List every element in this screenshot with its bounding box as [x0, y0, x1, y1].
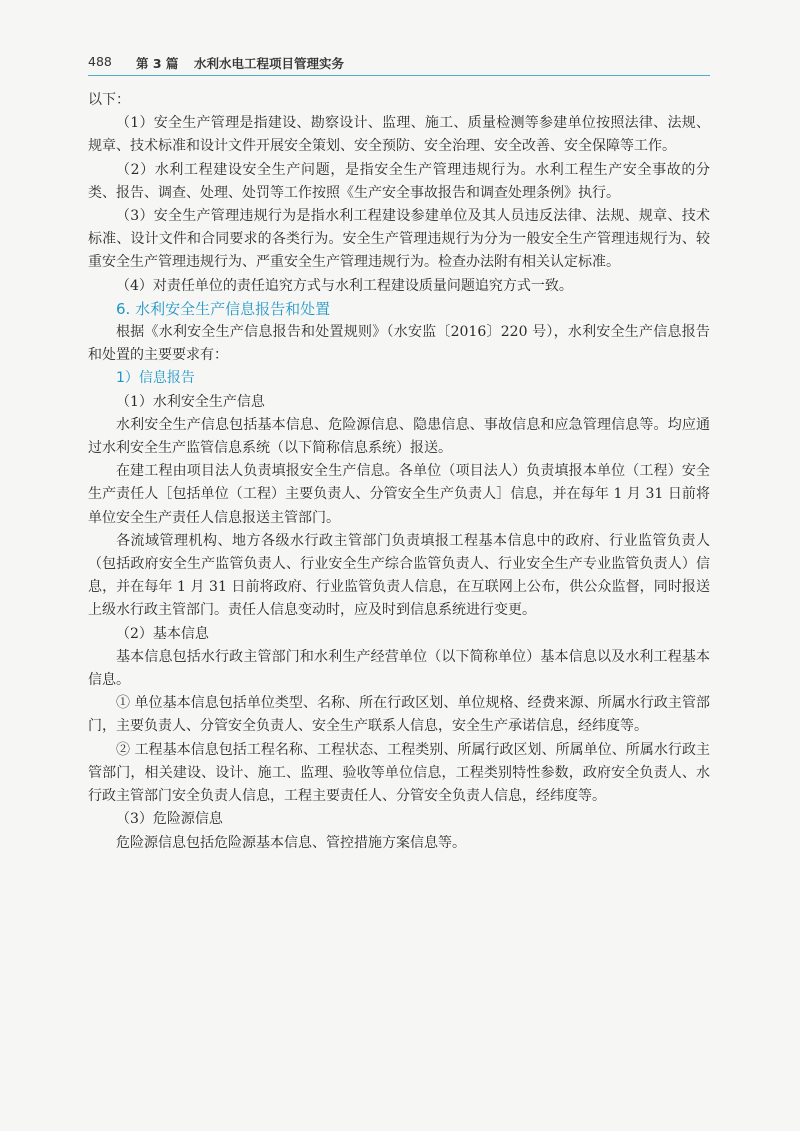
item-heading: （2）基本信息	[116, 625, 209, 642]
section-heading: 6. 水利安全生产信息报告和处置	[116, 299, 331, 318]
header-divider	[88, 75, 710, 76]
item-heading: （1）水利安全生产信息	[116, 393, 265, 410]
paragraph: 在建工程由项目法人负责填报安全生产信息。各单位（项目法人）负责填报本单位（工程）安全生产责任人［包括单位（工程）主要负责人、分管安全生产负责人］信息，并在每年 1 月 31 日前将单位安全生产责任人信息报送主管部门。	[88, 463, 710, 526]
part-label: 第 3 篇	[136, 56, 179, 71]
paragraph: 危险源信息包括危险源基本信息、管控措施方案信息等。	[116, 834, 466, 851]
intro-line: 以下：	[88, 92, 130, 108]
item-heading: （3）危险源信息	[116, 811, 223, 828]
page-body	[88, 89, 710, 855]
paragraph: （1）安全生产管理是指建设、勘察设计、监理、施工、质量检测等参建单位按照法律、法规、规章、技术标准和设计文件开展安全策划、安全预防、安全治理、安全改善、安全保障等工作。	[88, 115, 710, 155]
page-header	[88, 52, 710, 74]
page-number: 488	[88, 54, 112, 69]
paragraph: 水利安全生产信息包括基本信息、危险源信息、隐患信息、事故信息和应急管理信息等。均应通过水利安全生产监管信息系统（以下简称信息系统）报送。	[88, 416, 710, 457]
paragraph: 基本信息包括水行政主管部门和水利生产经营单位（以下简称单位）基本信息以及水利工程基本信息。	[88, 648, 710, 689]
paragraph: （4）对责任单位的责任追究方式与水利工程建设质量问题追究方式一致。	[116, 277, 573, 294]
paragraph: （2）水利工程建设安全生产问题，是指安全生产管理违规行为。水利工程生产安全事故的分类、报告、调查、处理、处罚等工作按照《生产安全事故报告和调查处理条例》执行。	[88, 161, 710, 201]
subsection-heading: 1）信息报告	[116, 370, 195, 387]
book-title: 水利水电工程项目管理实务	[194, 56, 345, 71]
paragraph: 各流域管理机构、地方各级水行政主管部门负责填报工程基本信息中的政府、行业监管负责人（包括政府安全生产监管负责人、行业安全生产综合监管负责人、行业安全生产专业监管负责人）信息，并在每年 1 月 31 日前将政府、行业监管负责人信息，在互联网上公布，供公众监督，同时报送上级水行政主管部门。责任人信息变动时，应及时到信息系统进行变更。	[88, 532, 710, 619]
paragraph: （3）安全生产管理违规行为是指水利工程建设参建单位及其人员违反法律、法规、规章、技术标准、设计文件和合同要求的各类行为。安全生产管理违规行为分为一般安全生产管理违规行为、较重安全生产管理违规行为、严重安全生产管理违规行为。检查办法附有相关认定标准。	[88, 208, 710, 271]
paragraph: ② 工程基本信息包括工程名称、工程状态、工程类别、所属行政区划、所属单位、所属水行政主管部门，相关建设、设计、施工、监理、验收等单位信息，工程类别特性参数，政府安全负责人、水行政主管部门安全负责人信息，工程主要责任人、分管安全负责人信息，经纬度等。	[88, 741, 710, 805]
paragraph: ① 单位基本信息包括单位类型、名称、所在行政区划、单位规格、经费来源、所属水行政主管部门，主要负责人、分管安全负责人、安全生产联系人信息，安全生产承诺信息，经纬度等。	[88, 695, 710, 735]
paragraph: 根据《水利安全生产信息报告和处置规则》（水安监〔2016〕220 号），水利安全生产信息报告和处置的主要要求有：	[88, 324, 710, 364]
